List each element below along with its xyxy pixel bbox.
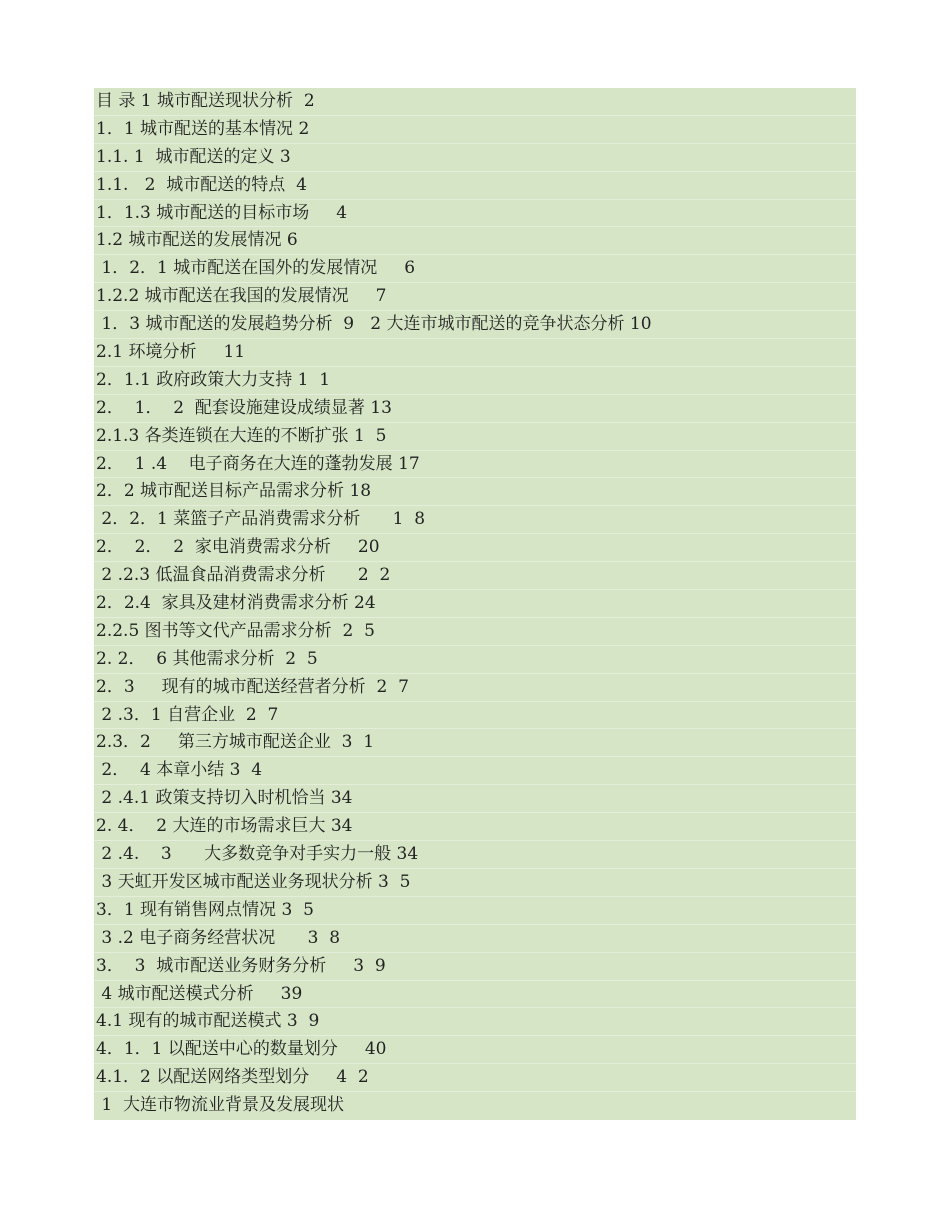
toc-line: 3． 3 城市配送业务财务分析 3 9 <box>94 953 856 981</box>
toc-line: 1 大连市物流业背景及发展现状 <box>96 1095 345 1116</box>
toc-line: 2. 4． 2 大连的市场需求巨大 34 <box>94 813 856 841</box>
toc-line: 1．3 城市配送的发展趋势分析 9 2 大连市城市配送的竞争状态分析 10 <box>94 311 856 339</box>
toc-line: 4.1 现有的城市配送模式 3 9 <box>94 1008 856 1036</box>
toc-line: 2. 2． 6 其他需求分析 2 5 <box>94 646 856 674</box>
toc-line: 2． 4 本章小结 3 4 <box>94 757 856 785</box>
toc-line: 1.1. 1 城市配送的定义 3 <box>94 144 856 172</box>
toc-line: 2.3．2 第三方城市配送企业 3 1 <box>94 729 856 757</box>
toc-line: 3．1 现有销售网点情况 3 5 <box>94 897 856 925</box>
toc-line: 2 .3．1 自营企业 2 7 <box>94 702 856 730</box>
toc-line: 2． 1 .4 电子商务在大连的蓬勃发展 17 <box>94 451 856 479</box>
toc-line: 2.2.5 图书等文代产品需求分析 2 5 <box>94 618 856 646</box>
toc-line: 4.1．2 以配送网络类型划分 4 2 <box>94 1064 856 1092</box>
toc-line: 4．1．1 以配送中心的数量划分 40 <box>94 1036 856 1064</box>
toc-line: 2．1.1 政府政策大力支持 1 1 <box>94 367 856 395</box>
toc-line: 2 .2.3 低温食品消费需求分析 2 2 <box>94 562 856 590</box>
toc-line: 2．3 现有的城市配送经营者分析 2 7 <box>94 674 856 702</box>
toc-line: 2．2.4 家具及建材消费需求分析 24 <box>94 590 856 618</box>
toc-line: 1．2．1 城市配送在国外的发展情况 6 <box>94 255 856 283</box>
toc-line: 4 城市配送模式分析 39 <box>94 981 856 1009</box>
toc-line: 2． 2． 2 家电消费需求分析 20 <box>94 534 856 562</box>
toc-line: 3 天虹开发区城市配送业务现状分析 3 5 <box>94 869 856 897</box>
toc-line: 1.1. 2 城市配送的特点 4 <box>94 172 856 200</box>
toc-line: 目 录 1 城市配送现状分析 2 <box>94 88 856 116</box>
toc-line: 3 .2 电子商务经营状况 3 8 <box>94 925 856 953</box>
toc-line: 1．1.3 城市配送的目标市场 4 <box>94 200 856 228</box>
toc-line: 2 .4. 3 大多数竞争对手实力一般 34 <box>94 841 856 869</box>
toc-line: 1.2 城市配送的发展情况 6 <box>94 227 856 255</box>
toc-line: 1．1 城市配送的基本情况 2 <box>94 116 856 144</box>
toc-line: 1.2.2 城市配送在我国的发展情况 7 <box>94 283 856 311</box>
toc-line: 2 .4.1 政策支持切入时机恰当 34 <box>94 785 856 813</box>
toc-line: 2．2．1 菜篮子产品消费需求分析 1 8 <box>94 506 856 534</box>
toc-line: 2.1 环境分析 11 <box>94 339 856 367</box>
table-of-contents <box>94 88 856 1120</box>
toc-line: 2．2 城市配送目标产品需求分析 18 <box>94 478 856 506</box>
toc-line: 2.1.3 各类连锁在大连的不断扩张 1 5 <box>94 423 856 451</box>
toc-line: 2． 1． 2 配套设施建设成绩显著 13 <box>94 395 856 423</box>
